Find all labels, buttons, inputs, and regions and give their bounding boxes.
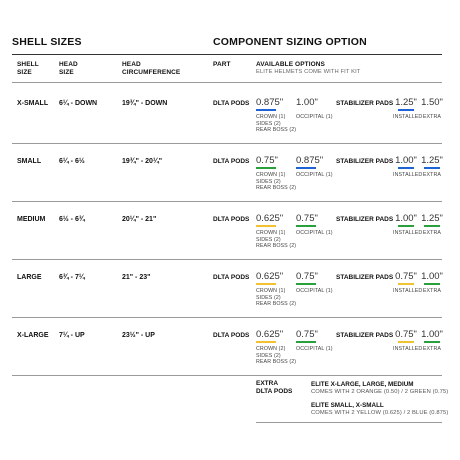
option-primary-label: SIDES (2) bbox=[256, 236, 281, 243]
stabilizer-extra-label: EXTRA bbox=[422, 230, 442, 236]
stabilizer-installed bbox=[393, 155, 423, 179]
option-primary-labels bbox=[256, 288, 296, 308]
head-size: 6¼ - DOWN bbox=[59, 100, 98, 107]
component-sizing-title: COMPONENT SIZING OPTION bbox=[213, 36, 367, 48]
stabilizer-installed bbox=[393, 271, 423, 295]
stabilizer-extra-color-bar bbox=[424, 283, 440, 285]
option-secondary-label: OCCIPITAL (1) bbox=[296, 346, 333, 352]
stabilizer-installed-value: 1.00" bbox=[395, 155, 417, 166]
stabilizer-installed-color-bar bbox=[398, 109, 414, 111]
stabilizer-extra-label: EXTRA bbox=[422, 346, 442, 352]
option-primary-label: REAR BOSS (2) bbox=[256, 359, 297, 365]
part-name: DLTA PODS bbox=[213, 216, 250, 223]
option-secondary-value: 0.875" bbox=[296, 155, 324, 166]
option-primary-color-bar bbox=[256, 167, 276, 169]
header-shell-size: SHELL SIZE bbox=[17, 61, 39, 76]
header-circumference: HEAD CIRCUMFERENCE bbox=[122, 61, 181, 76]
stabilizer-installed-color-bar bbox=[398, 225, 414, 227]
option-secondary-color-bar bbox=[296, 283, 316, 285]
stabilizer-installed-label: INSTALLED bbox=[393, 230, 423, 236]
extra-dlta-label: EXTRA DLTA PODS bbox=[256, 380, 293, 395]
head-size: 6¾ - 7¼ bbox=[59, 274, 85, 281]
stabilizer-extra-value: 1.25" bbox=[421, 155, 443, 166]
shell-sizes-title: SHELL SIZES bbox=[12, 36, 82, 48]
head-circumference: 20¼" - 21" bbox=[122, 216, 157, 223]
stabilizer-installed-label: INSTALLED bbox=[393, 172, 423, 178]
option-primary bbox=[256, 271, 296, 308]
option-secondary-label: OCCIPITAL (1) bbox=[296, 288, 333, 294]
row-divider bbox=[12, 143, 442, 144]
head-size: 6¼ - 6½ bbox=[59, 158, 85, 165]
option-secondary-color-bar bbox=[296, 167, 316, 169]
option-primary-value: 0.625" bbox=[256, 329, 284, 340]
row-divider bbox=[12, 375, 442, 376]
option-secondary-value: 0.75" bbox=[296, 213, 318, 224]
option-secondary-labels bbox=[296, 288, 346, 295]
option-primary bbox=[256, 213, 296, 250]
stabilizer-label: STABILIZER PADS bbox=[336, 100, 394, 107]
stabilizer-installed-label: INSTALLED bbox=[393, 346, 423, 352]
option-primary-labels bbox=[256, 172, 296, 192]
head-circumference: 19¾" - 20¼" bbox=[122, 158, 163, 165]
option-primary-color-bar bbox=[256, 225, 276, 227]
stabilizer-extra-value: 1.25" bbox=[421, 213, 443, 224]
option-primary-color-bar bbox=[256, 283, 276, 285]
part-name: DLTA PODS bbox=[213, 100, 250, 107]
stabilizer-installed bbox=[393, 97, 423, 121]
extra-divider bbox=[256, 422, 442, 423]
option-secondary-color-bar bbox=[296, 109, 316, 111]
head-circumference: 23½" - UP bbox=[122, 332, 155, 339]
option-primary bbox=[256, 329, 296, 366]
row-divider bbox=[12, 259, 442, 260]
header-part: PART bbox=[213, 61, 231, 68]
stabilizer-extra-value: 1.00" bbox=[421, 271, 443, 282]
option-primary-label: CROWN (1) bbox=[256, 172, 286, 178]
stabilizer-label: STABILIZER PADS bbox=[336, 332, 394, 339]
stabilizer-installed-value: 1.25" bbox=[395, 97, 417, 108]
option-primary-label: CROWN (1) bbox=[256, 288, 286, 294]
head-size: 6½ - 6¾ bbox=[59, 216, 85, 223]
shell-size: MEDIUM bbox=[17, 216, 46, 223]
stabilizer-extra bbox=[420, 97, 444, 121]
stabilizer-extra-value: 1.00" bbox=[421, 329, 443, 340]
option-secondary-label: OCCIPITAL (1) bbox=[296, 172, 333, 178]
option-primary-value: 0.625" bbox=[256, 213, 284, 224]
option-primary bbox=[256, 155, 296, 192]
stabilizer-extra-label: EXTRA bbox=[422, 172, 442, 178]
stabilizer-extra bbox=[420, 213, 444, 237]
extra-line2-text: COMES WITH 2 YELLOW (0.625) / 2 BLUE (0.875) bbox=[311, 410, 449, 416]
head-size: 7¼ - UP bbox=[59, 332, 85, 339]
header-head-size: HEAD SIZE bbox=[59, 61, 78, 76]
header-available-options: AVAILABLE OPTIONS bbox=[256, 61, 325, 68]
option-secondary-value: 0.75" bbox=[296, 329, 318, 340]
part-name: DLTA PODS bbox=[213, 274, 250, 281]
head-circumference: 21" - 23" bbox=[122, 274, 151, 281]
stabilizer-installed bbox=[393, 329, 423, 353]
stabilizer-installed-color-bar bbox=[398, 167, 414, 169]
option-secondary-label: OCCIPITAL (1) bbox=[296, 230, 333, 236]
stabilizer-installed-color-bar bbox=[398, 283, 414, 285]
option-primary-label: SIDES (2) bbox=[256, 120, 281, 127]
option-primary-label: SIDES (2) bbox=[256, 294, 281, 301]
stabilizer-extra-color-bar bbox=[424, 341, 440, 343]
stabilizer-installed-value: 0.75" bbox=[395, 271, 417, 282]
part-name: DLTA PODS bbox=[213, 332, 250, 339]
option-primary-label: REAR BOSS (2) bbox=[256, 185, 297, 191]
shell-size: X-SMALL bbox=[17, 100, 49, 107]
header-fit-kit-note: ELITE HELMETS COME WITH FIT KIT bbox=[256, 69, 361, 75]
shell-size: LARGE bbox=[17, 274, 42, 281]
stabilizer-extra-color-bar bbox=[424, 225, 440, 227]
stabilizer-label: STABILIZER PADS bbox=[336, 158, 394, 165]
extra-line2-title: ELITE SMALL, X-SMALL bbox=[311, 402, 384, 409]
part-name: DLTA PODS bbox=[213, 158, 250, 165]
stabilizer-label: STABILIZER PADS bbox=[336, 274, 394, 281]
extra-line1-title: ELITE X-LARGE, LARGE, MEDIUM bbox=[311, 381, 414, 388]
option-secondary-value: 1.00" bbox=[296, 97, 318, 108]
option-primary-value: 0.875" bbox=[256, 97, 284, 108]
stabilizer-extra bbox=[420, 329, 444, 353]
stabilizer-installed bbox=[393, 213, 423, 237]
extra-line1-text: COMES WITH 2 ORANGE (0.50) / 2 GREEN (0.75) bbox=[311, 389, 449, 395]
option-primary-label: CROWN (1) bbox=[256, 114, 286, 120]
row-divider bbox=[12, 317, 442, 318]
shell-size: SMALL bbox=[17, 158, 42, 165]
stabilizer-extra bbox=[420, 271, 444, 295]
option-primary-label: REAR BOSS (2) bbox=[256, 301, 297, 307]
stabilizer-installed-color-bar bbox=[398, 341, 414, 343]
stabilizer-installed-label: INSTALLED bbox=[393, 114, 423, 120]
header-divider bbox=[12, 54, 442, 55]
option-primary-label: REAR BOSS (2) bbox=[256, 127, 297, 133]
stabilizer-installed-label: INSTALLED bbox=[393, 288, 423, 294]
stabilizer-extra-color-bar bbox=[424, 109, 440, 111]
option-secondary-value: 0.75" bbox=[296, 271, 318, 282]
option-primary-label: REAR BOSS (2) bbox=[256, 243, 297, 249]
stabilizer-label: STABILIZER PADS bbox=[336, 216, 394, 223]
stabilizer-extra-color-bar bbox=[424, 167, 440, 169]
option-secondary-labels bbox=[296, 172, 346, 179]
stabilizer-extra-label: EXTRA bbox=[422, 288, 442, 294]
option-primary-labels bbox=[256, 230, 296, 250]
option-secondary-labels bbox=[296, 230, 346, 237]
option-secondary-color-bar bbox=[296, 341, 316, 343]
option-secondary-labels bbox=[296, 346, 346, 353]
option-primary-value: 0.625" bbox=[256, 271, 284, 282]
option-secondary-color-bar bbox=[296, 225, 316, 227]
option-primary-labels bbox=[256, 114, 296, 134]
option-primary-label: SIDES (2) bbox=[256, 178, 281, 185]
option-primary-label: SIDES (2) bbox=[256, 352, 281, 359]
stabilizer-installed-value: 0.75" bbox=[395, 329, 417, 340]
option-primary-label: CROWN (2) bbox=[256, 346, 286, 352]
option-primary-labels bbox=[256, 346, 296, 366]
option-primary bbox=[256, 97, 296, 134]
stabilizer-installed-value: 1.00" bbox=[395, 213, 417, 224]
option-primary-color-bar bbox=[256, 109, 276, 111]
shell-size: X-LARGE bbox=[17, 332, 49, 339]
stabilizer-extra bbox=[420, 155, 444, 179]
option-primary-color-bar bbox=[256, 341, 276, 343]
option-secondary-labels bbox=[296, 114, 346, 121]
stabilizer-extra-label: EXTRA bbox=[422, 114, 442, 120]
row-divider bbox=[12, 201, 442, 202]
option-secondary-label: OCCIPITAL (1) bbox=[296, 114, 333, 120]
option-primary-label: CROWN (1) bbox=[256, 230, 286, 236]
stabilizer-extra-value: 1.50" bbox=[421, 97, 443, 108]
row-divider bbox=[12, 82, 442, 83]
head-circumference: 19¾" - DOWN bbox=[122, 100, 168, 107]
option-primary-value: 0.75" bbox=[256, 155, 278, 166]
